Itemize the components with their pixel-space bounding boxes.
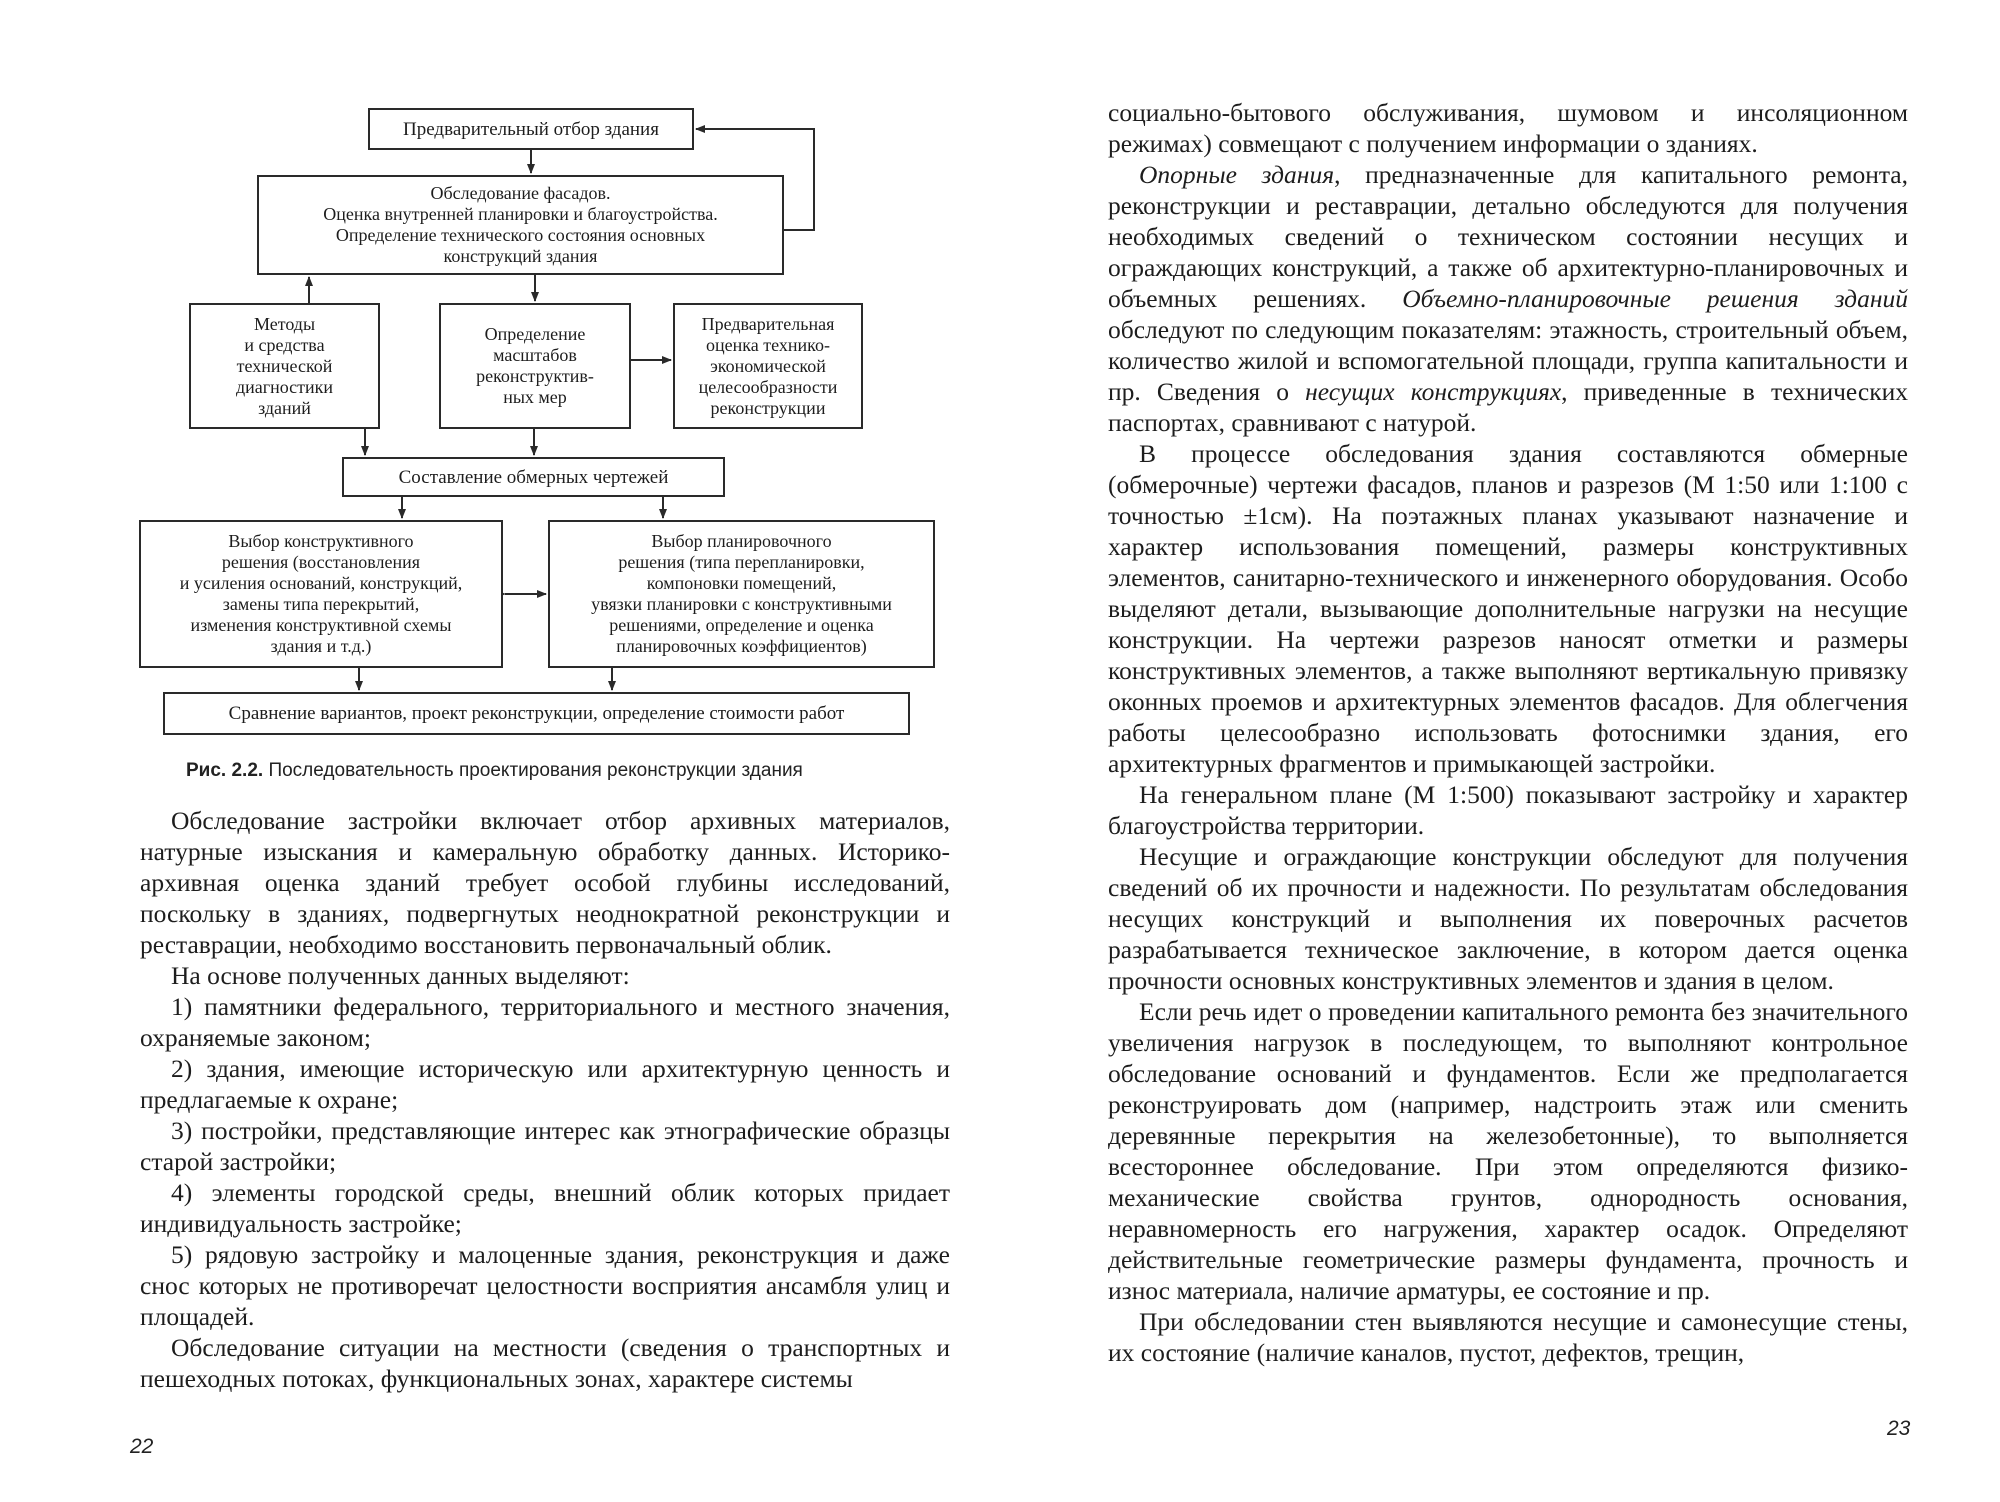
box-econ: Предварительная оценка технико- экономической целесообразности реконструкции [673, 303, 863, 429]
list-item: 3) постройки, представляющие интерес как этнографические образцы старой застройки; [140, 1116, 950, 1176]
text-run: обследуют по следующим показателям: этажность, строительный объем, количество жилой и вспомогательной площади, группа капитальности и пр. Сведения о [1108, 315, 1908, 406]
paragraph: Обследование ситуации на местности (сведения о транспортных и пешеходных потоках, функциональных зонах, характере системы [140, 1333, 950, 1393]
paragraph: Если речь идет о проведении капитального ремонта без значительного увеличения нагрузок в последующем, то выполняют контрольное обследование оснований и фундаментов. Если же предполагается реконструировать дом (например, надстроить этаж или сменить деревянные перекрытия на железобетонные), то выполняется всестороннее обследование. При этом определяются физико-механические свойства грунтов, однородность основания, неравномерность его нагружения, характер осадок. Определяют действительные геометрические размеры фундамента, прочность и износ материала, наличие арматуры, ее состояние и пр. [1108, 997, 1908, 1305]
box-compare: Сравнение вариантов, проект реконструкции, определение стоимости работ [163, 692, 910, 735]
paragraph: Обследование застройки включает отбор архивных материалов, натурные изыскания и камеральную обработку данных. Историко-архивная оценка зданий требует особой глубины исследований, поскольку в зданиях, подвергнутых неоднократной реконструкции и реставрации, необходимо восстановить первоначальный облик. [140, 806, 950, 959]
box-planning: Выбор планировочного решения (типа перепланировки, компоновки помещений, увязки планировки с конструктивными решениями, определение и оценка планировочных коэффициентов) [548, 520, 935, 668]
page-number-left: 22 [130, 1435, 154, 1458]
italic-term: Объемно-планировочные решения зданий [1402, 284, 1908, 313]
flowchart [0, 0, 1000, 760]
paragraph [1108, 159, 1908, 438]
text-run: , предназначенные для капитального ремонта, реконструкции и реставрации, детально обследуются для получения необходимых сведений о техническом состоянии несущих и ограждающих конструкций, а также об архитектурно-планировочных и объемных решениях. [1108, 160, 1908, 313]
page-number-right: 23 [1887, 1417, 1911, 1440]
list-item: 4) элементы городской среды, внешний облик которых придает индивидуальность застройке; [140, 1178, 950, 1238]
paragraph: В процессе обследования здания составляются обмерные (обмерочные) чертежи фасадов, планов и разрезов (М 1:50 или 1:100 с точностью ±1см). На поэтажных планах указывают назначение и характер использования помещений, размеры конструктивных элементов, санитарно-технического и инженерного оборудования. Особо выделяют детали, вызывающие дополнительные нагрузки на несущие конструкции. На чертежи разрезов наносят отметки и размеры конструктивных элементов, а также выполняют вертикальную привязку оконных проемов и архитектурных элементов фасадов. Для облегчения работы целесообразно использовать фотоснимки здания, его архитектурных фрагментов и примыкающей застройки. [1108, 439, 1908, 778]
text-run: , приведенные в технических паспортах, сравнивают с натурой. [1108, 377, 1908, 437]
right-body-text [1108, 97, 1908, 1368]
italic-term: несущих конструкциях [1305, 377, 1562, 406]
list-item: 2) здания, имеющие историческую или архитектурную ценность и предлагаемые к охране; [140, 1054, 950, 1114]
left-body-text [140, 805, 950, 1394]
paragraph: На основе полученных данных выделяют: [171, 961, 630, 990]
right-page [1000, 0, 2000, 1502]
figure-label: Рис. 2.2. [186, 760, 264, 781]
box-methods: Методы и средства технической диагностики зданий [189, 303, 380, 429]
box-preselect: Предварительный отбор здания [368, 108, 694, 150]
list-item: 5) рядовую застройку и малоценные здания, реконструкция и даже снос которых не противоречат целостности восприятия ансамбля улиц и площадей. [140, 1240, 950, 1331]
figure-caption-text: Последовательность проектирования реконструкции здания [263, 760, 803, 781]
box-drawings: Составление обмерных чертежей [342, 457, 725, 497]
box-structural: Выбор конструктивного решения (восстановления и усиления оснований, конструкций, замены типа перекрытий, изменения конструктивной схемы здания и т.д.) [139, 520, 503, 668]
figure-caption [186, 760, 803, 782]
paragraph: Несущие и ограждающие конструкции обследуют для получения сведений об их прочности и надежности. По результатам обследования несущих конструкций и выполнения их поверочных расчетов разрабатывается техническое заключение, в котором дается оценка прочности основных конструктивных элементов и здания в целом. [1108, 842, 1908, 995]
paragraph: На генеральном плане (М 1:500) показывают застройку и характер благоустройства территории. [1108, 780, 1908, 840]
italic-term: Опорные здания [1139, 160, 1335, 189]
list-item: 1) памятники федерального, территориального и местного значения, охраняемые законом; [140, 992, 950, 1052]
paragraph: социально-бытового обслуживания, шумовом и инсоляционном режимах) совмещают с получением информации о зданиях. [1108, 98, 1908, 158]
paragraph: При обследовании стен выявляются несущие и самонесущие стены, их состояние (наличие каналов, пустот, дефектов, трещин, [1108, 1307, 1908, 1367]
box-survey: Обследование фасадов. Оценка внутренней планировки и благоустройства. Определение технического состояния основных конструкций здания [257, 175, 784, 275]
box-scale: Определение масштабов реконструктив- ных мер [439, 303, 631, 429]
